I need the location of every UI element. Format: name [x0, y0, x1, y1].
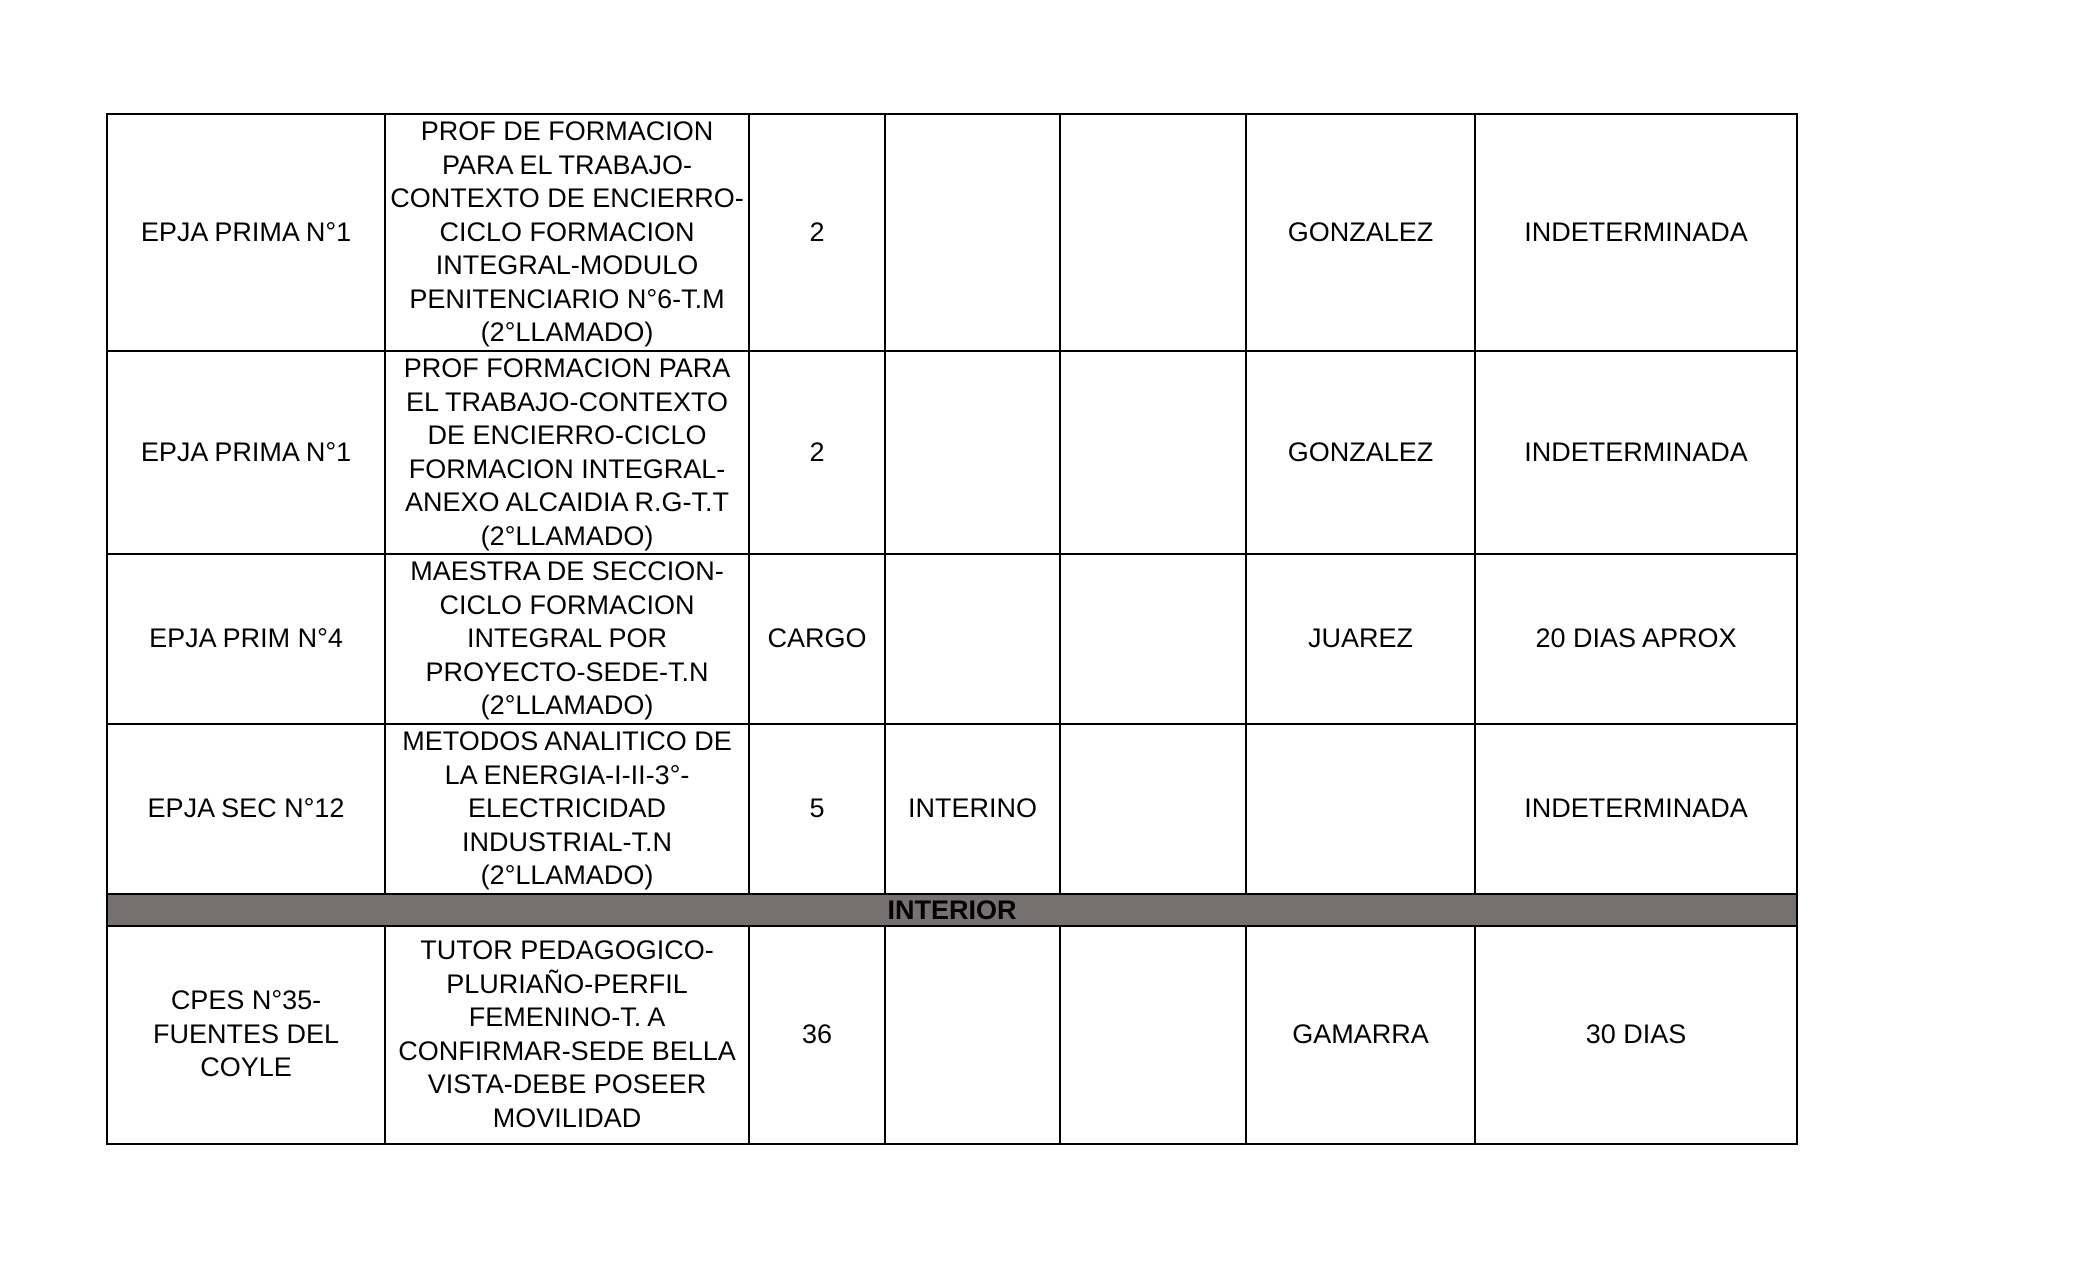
period-cell: INDETERMINADA [1475, 724, 1797, 894]
position-description-cell: PROF FORMACION PARA EL TRABAJO-CONTEXTO DE ENCIERRO-CICLO FORMACION INTEGRAL- ANEXO ALCAIDIA R.G-T.T (2°LLAMADO) [385, 351, 749, 554]
empty-cell [1060, 554, 1246, 724]
replaces-cell: GONZALEZ [1246, 351, 1475, 554]
character-cell [885, 926, 1060, 1144]
establishment-cell: EPJA PRIMA N°1 [107, 351, 385, 554]
establishment-cell: EPJA PRIMA N°1 [107, 114, 385, 351]
section-header-row [107, 894, 1797, 926]
replaces-cell: JUAREZ [1246, 554, 1475, 724]
position-description-cell: TUTOR PEDAGOGICO- PLURIAÑO-PERFIL FEMENINO-T. A CONFIRMAR-SEDE BELLA VISTA-DEBE POSEER MOVILIDAD [385, 926, 749, 1144]
vacancies-table [106, 113, 1798, 1145]
hours-cell: 5 [749, 724, 885, 894]
hours-cell: 36 [749, 926, 885, 1144]
position-description-cell: METODOS ANALITICO DE LA ENERGIA-I-II-3°- ELECTRICIDAD INDUSTRIAL-T.N (2°LLAMADO) [385, 724, 749, 894]
table-row [107, 926, 1797, 1144]
position-description-cell: PROF DE FORMACION PARA EL TRABAJO- CONTEXTO DE ENCIERRO- CICLO FORMACION INTEGRAL-MODULO PENITENCIARIO N°6-T.M (2°LLAMADO) [385, 114, 749, 351]
replaces-cell: GONZALEZ [1246, 114, 1475, 351]
period-cell: 20 DIAS APROX [1475, 554, 1797, 724]
character-cell [885, 351, 1060, 554]
character-cell [885, 114, 1060, 351]
hours-cell: 2 [749, 114, 885, 351]
table-row [107, 351, 1797, 554]
empty-cell [1060, 724, 1246, 894]
empty-cell [1060, 351, 1246, 554]
table-row [107, 724, 1797, 894]
establishment-cell: EPJA PRIM N°4 [107, 554, 385, 724]
period-cell: INDETERMINADA [1475, 351, 1797, 554]
period-cell: 30 DIAS [1475, 926, 1797, 1144]
character-cell [885, 554, 1060, 724]
replaces-cell: GAMARRA [1246, 926, 1475, 1144]
period-cell: INDETERMINADA [1475, 114, 1797, 351]
character-cell: INTERINO [885, 724, 1060, 894]
hours-cell: CARGO [749, 554, 885, 724]
position-description-cell: MAESTRA DE SECCION- CICLO FORMACION INTEGRAL POR PROYECTO-SEDE-T.N (2°LLAMADO) [385, 554, 749, 724]
table-row [107, 114, 1797, 351]
table-row [107, 554, 1797, 724]
establishment-cell: EPJA SEC N°12 [107, 724, 385, 894]
establishment-cell: CPES N°35- FUENTES DEL COYLE [107, 926, 385, 1144]
hours-cell: 2 [749, 351, 885, 554]
section-header-interior: INTERIOR [107, 894, 1797, 926]
replaces-cell [1246, 724, 1475, 894]
empty-cell [1060, 926, 1246, 1144]
empty-cell [1060, 114, 1246, 351]
